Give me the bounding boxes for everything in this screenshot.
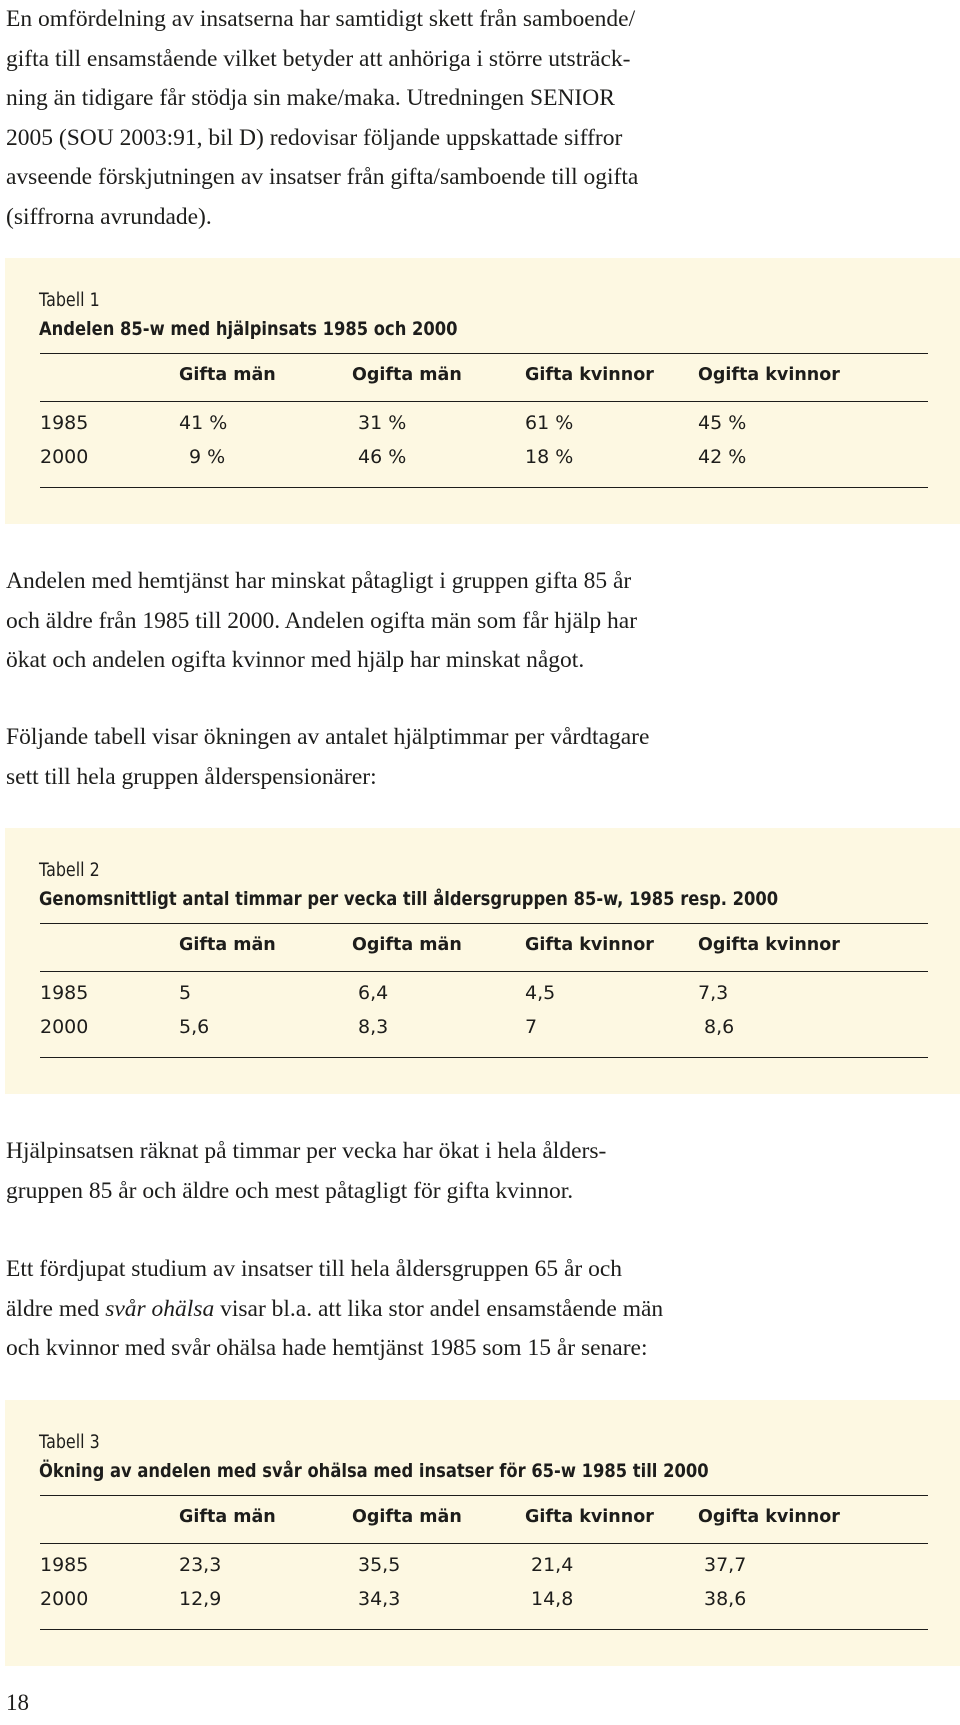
table-3-header-row (5, 1507, 960, 1535)
table-row (5, 1554, 960, 1582)
table-2-bottom-rule (40, 1057, 928, 1058)
text-line: Andelen med hemtjänst har minskat påtagligt i gruppen gifta 85 år (6, 568, 632, 594)
table-3-top-rule (40, 1495, 928, 1496)
cell-value: 5 (179, 982, 192, 1004)
header-ogifta-man: Ogifta män (352, 365, 462, 385)
body-paragraph (6, 1132, 946, 1211)
table-row (5, 1016, 960, 1044)
header-gifta-kvinnor: Gifta kvinnor (525, 365, 654, 385)
header-ogifta-man: Ogifta män (352, 935, 462, 955)
header-ogifta-kvinnor: Ogifta kvinnor (698, 365, 840, 385)
table-2-box (5, 828, 960, 1094)
table-1-header-row (5, 365, 960, 393)
emphasis-text: svår ohälsa (105, 1295, 215, 1322)
cell-value: 61 % (525, 412, 574, 434)
text-line (6, 1290, 946, 1330)
cell-value: 38,6 (704, 1588, 747, 1610)
row-year: 2000 (40, 1588, 89, 1610)
table-row (5, 1588, 960, 1616)
row-year: 2000 (40, 446, 89, 468)
table-1-header-rule (40, 401, 928, 402)
text-line: och kvinnor med svår ohälsa hade hemtjänst 1985 som 15 år senare: (6, 1335, 648, 1361)
cell-value: 7 (525, 1016, 538, 1038)
text-fragment: visar bl.a. att lika stor andel ensamstående män (214, 1295, 664, 1322)
header-gifta-kvinnor: Gifta kvinnor (525, 1507, 654, 1527)
cell-value: 12,9 (179, 1588, 222, 1610)
text-line: 2005 (SOU 2003:91, bil D) redovisar följande uppskattade siffror (6, 124, 623, 151)
text-line: gruppen 85 år och äldre och mest påtagligt för gifta kvinnor. (6, 1177, 574, 1204)
cell-value: 14,8 (531, 1588, 574, 1610)
header-gifta-man: Gifta män (179, 935, 276, 955)
text-line: (siffrorna avrundade). (6, 203, 212, 230)
table-row (5, 412, 960, 440)
header-ogifta-kvinnor: Ogifta kvinnor (698, 935, 840, 955)
table-3-box (5, 1400, 960, 1666)
cell-value: 7,3 (698, 982, 729, 1004)
table-3-header-rule (40, 1543, 928, 1544)
text-line: Ett fördjupat studium av insatser till hela åldersgruppen 65 år och (6, 1256, 623, 1282)
cell-value: 34,3 (358, 1588, 401, 1610)
cell-value: 42 % (698, 446, 747, 468)
cell-value: 45 % (698, 412, 747, 434)
row-year: 1985 (40, 982, 89, 1004)
text-line: gifta till ensamstående vilket betyder att anhöriga i större utsträck- (6, 45, 631, 72)
text-line: Följande tabell visar ökningen av antalet hjälptimmar per vårdtagare (6, 724, 650, 750)
cell-value: 5,6 (179, 1016, 210, 1038)
table-1-title: Andelen 85-w med hjälpinsats 1985 och 2000 (39, 318, 458, 340)
table-2-header-rule (40, 971, 928, 972)
row-year: 2000 (40, 1016, 89, 1038)
cell-value: 21,4 (531, 1554, 574, 1576)
table-row (5, 982, 960, 1010)
text-line: ning än tidigare får stödja sin make/maka. Utredningen SENIOR (6, 85, 615, 111)
header-gifta-man: Gifta män (179, 1507, 276, 1527)
table-row (5, 446, 960, 474)
cell-value: 46 % (358, 446, 407, 468)
table-1-bottom-rule (40, 487, 928, 488)
cell-value: 18 % (525, 446, 574, 468)
intro-paragraph (6, 0, 946, 237)
table-2-title: Genomsnittligt antal timmar per vecka till åldersgruppen 85-w, 1985 resp. 2000 (39, 888, 779, 910)
table-2-header-row (5, 935, 960, 963)
table-3-bottom-rule (40, 1629, 928, 1630)
body-paragraph (6, 1250, 946, 1369)
text-line: ökat och andelen ogifta kvinnor med hjälp har minskat något. (6, 647, 585, 673)
table-1-top-rule (40, 353, 928, 354)
header-gifta-kvinnor: Gifta kvinnor (525, 935, 654, 955)
cell-value: 37,7 (704, 1554, 747, 1576)
table-1-box (5, 258, 960, 524)
header-ogifta-man: Ogifta män (352, 1507, 462, 1527)
text-fragment: äldre med (6, 1295, 106, 1322)
table-2-top-rule (40, 923, 928, 924)
cell-value: 35,5 (358, 1554, 401, 1576)
row-year: 1985 (40, 412, 89, 434)
cell-value: 41 % (179, 412, 228, 434)
text-line: sett till hela gruppen ålderspensionärer: (6, 763, 377, 790)
text-line: avseende förskjutningen av insatser från gifta/samboende till ogifta (6, 164, 639, 190)
body-paragraph (6, 562, 946, 681)
text-line: En omfördelning av insatserna har samtidigt skett från samboende/ (6, 6, 636, 32)
cell-value: 31 % (358, 412, 407, 434)
body-paragraph (6, 718, 946, 797)
cell-value: 8,3 (358, 1016, 389, 1038)
header-gifta-man: Gifta män (179, 365, 276, 385)
cell-value: 8,6 (704, 1016, 735, 1038)
cell-value: 6,4 (358, 982, 389, 1004)
text-line: och äldre från 1985 till 2000. Andelen ogifta män som får hjälp har (6, 607, 638, 634)
header-ogifta-kvinnor: Ogifta kvinnor (698, 1507, 840, 1527)
table-3-caption: Tabell 3 (39, 1432, 100, 1453)
row-year: 1985 (40, 1554, 89, 1576)
page-number: 18 (6, 1690, 29, 1715)
table-3-title: Ökning av andelen med svår ohälsa med insatser för 65-w 1985 till 2000 (39, 1460, 709, 1482)
cell-value: 23,3 (179, 1554, 222, 1576)
cell-value: 9 % (189, 446, 226, 468)
text-line: Hjälpinsatsen räknat på timmar per vecka har ökat i hela ålders- (6, 1138, 607, 1164)
cell-value: 4,5 (525, 982, 556, 1004)
table-1-caption: Tabell 1 (39, 290, 100, 311)
table-2-caption: Tabell 2 (39, 860, 100, 881)
